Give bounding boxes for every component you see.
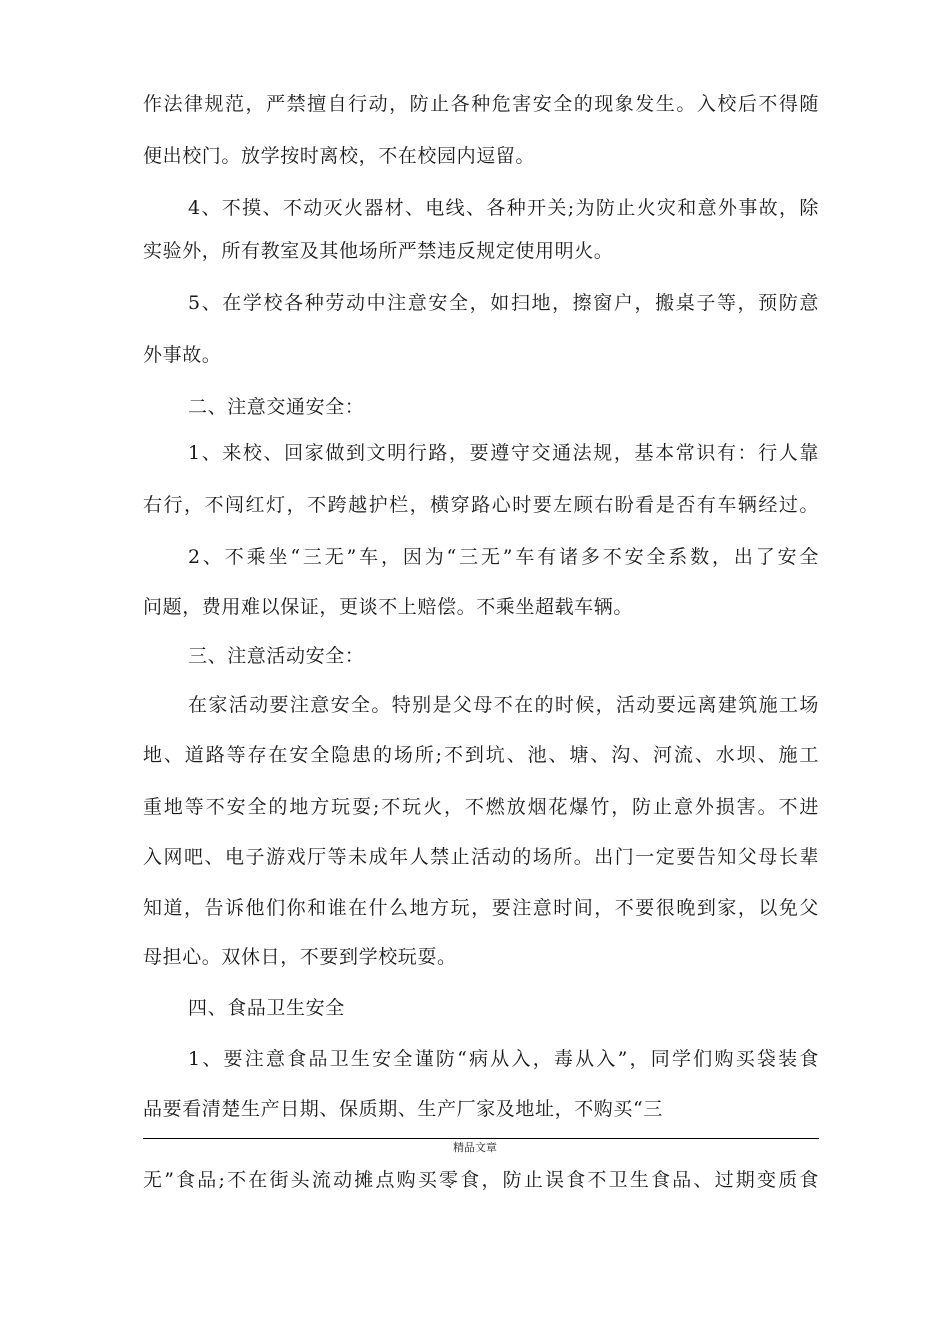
paragraph-line: 在家活动要注意安全。特别是父母不在的时候，活动要远离建筑施工场 xyxy=(188,694,819,716)
paragraph-line: 品要看清楚生产日期、保质期、生产厂家及地址，不购买“三 xyxy=(143,1098,663,1120)
section-heading: 三、注意活动安全： xyxy=(188,645,365,667)
paragraph-line: 4、不摸、不动灭火器材、电线、各种开关;为防止火灾和意外事故，除 xyxy=(188,197,819,219)
paragraph-line: 地、道路等存在安全隐患的场所;不到坑、池、塘、沟、河流、水坝、施工 xyxy=(143,744,819,766)
footer-divider xyxy=(143,1138,819,1139)
paragraph-line: 5、在学校各种劳动中注意安全，如扫地，擦窗户，搬桌子等，预防意 xyxy=(188,292,819,314)
paragraph-line: 母担心。双休日，不要到学校玩耍。 xyxy=(143,946,457,968)
paragraph-line: 1、要注意食品卫生安全谨防“病从入，毒从入”，同学们购买袋装食 xyxy=(188,1048,819,1070)
paragraph-line: 知道，告诉他们你和谁在什么地方玩，要注意时间，不要很晚到家，以免父 xyxy=(143,897,819,919)
paragraph-line: 问题，费用难以保证，更谈不上赔偿。不乘坐超载车辆。 xyxy=(143,596,634,618)
paragraph-line: 重地等不安全的地方玩耍;不玩火，不燃放烟花爆竹，防止意外损害。不进 xyxy=(143,796,819,818)
section-heading: 二、注意交通安全： xyxy=(188,396,365,418)
footer-label: 精品文章 xyxy=(453,1141,497,1154)
paragraph-line: 1、来校、回家做到文明行路，要遵守交通法规，基本常识有：行人靠 xyxy=(188,442,819,464)
section-heading: 四、食品卫生安全 xyxy=(188,997,345,1019)
paragraph-line: 右行，不闯红灯，不跨越护栏，横穿路心时要左顾右盼看是否有车辆经过。 xyxy=(143,494,819,516)
paragraph-line: 外事故。 xyxy=(143,344,222,366)
paragraph-line: 无”食品;不在街头流动摊点购买零食，防止误食不卫生食品、过期变质食 xyxy=(143,1169,819,1191)
paragraph-line: 便出校门。放学按时离校，不在校园内逗留。 xyxy=(143,145,536,167)
paragraph-line: 入网吧、电子游戏厅等未成年人禁止活动的场所。出门一定要告知父母长辈 xyxy=(143,846,819,868)
paragraph-line: 2、不乘坐“三无”车，因为“三无”车有诸多不安全系数，出了安全 xyxy=(188,546,819,568)
paragraph-line: 实验外，所有教室及其他场所严禁违反规定使用明火。 xyxy=(143,240,614,262)
paragraph-line: 作法律规范，严禁擅自行动，防止各种危害安全的现象发生。入校后不得随 xyxy=(143,93,819,115)
